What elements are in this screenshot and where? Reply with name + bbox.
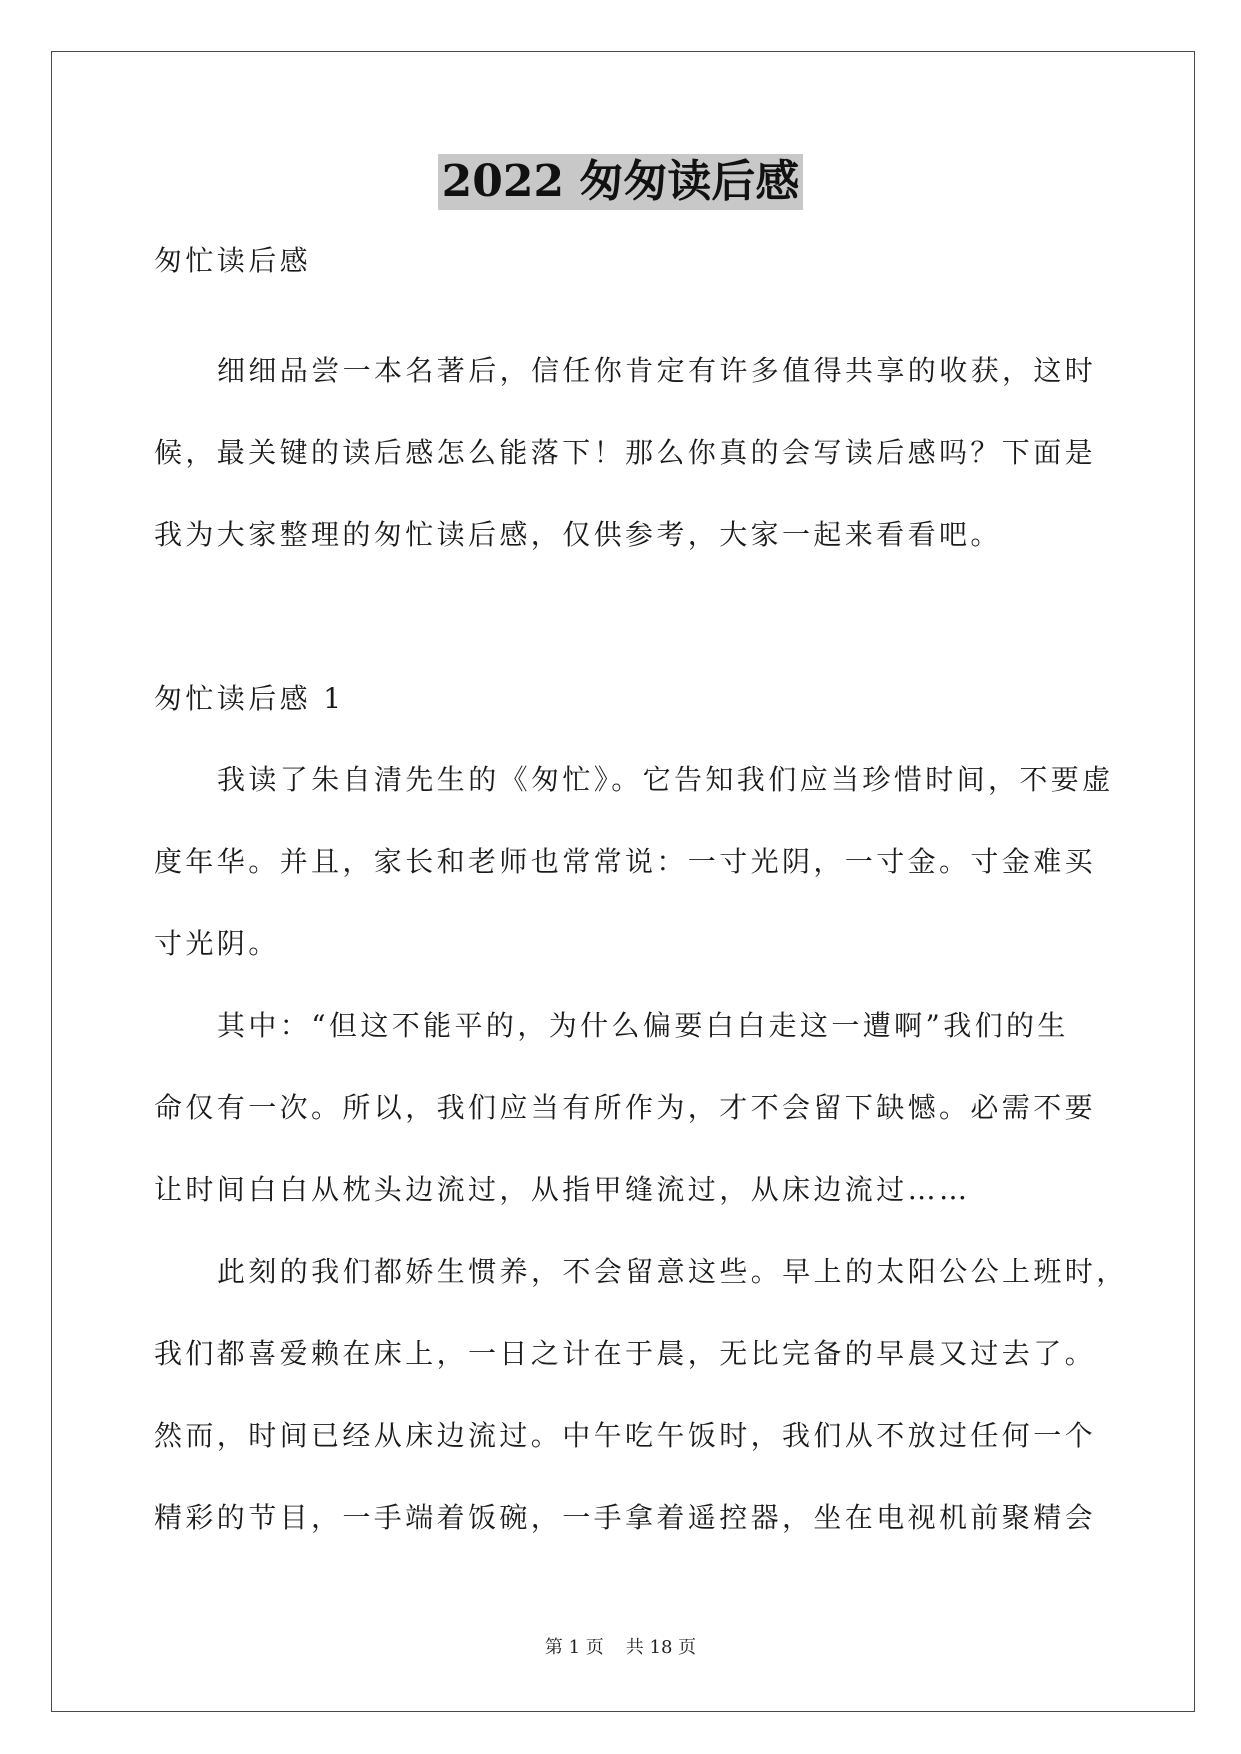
page-total: 共 18 页 [625,1637,697,1658]
page-footer [0,1634,1241,1662]
paragraph-line: 然而，时间已经从床边流过。中午吃午饭时，我们从不放过任何一个 [154,1419,1097,1452]
paragraph [154,985,1134,1231]
document-title: 2022 匆匆读后感 [438,154,804,210]
paragraph [154,739,1134,985]
intro-line: 候，最关键的读后感怎么能落下！那么你真的会写读后感吗？下面是 [154,436,1097,469]
document-subtitle [154,220,1134,302]
subtitle-text: 匆忙读后感 [154,244,312,277]
paragraph-line: 命仅有一次。所以，我们应当有所作为，才不会留下缺憾。必需不要 [154,1091,1097,1124]
paragraph-line: 此刻的我们都娇生惯养，不会留意这些。早上的太阳公公上班时， [217,1255,1128,1288]
body-text [154,739,1134,1559]
section-heading-text: 匆忙读后感 1 [154,682,345,715]
paragraph-line: 让时间白白从枕头边流过，从指甲缝流过，从床边流过…… [154,1173,971,1206]
page-number: 第 1 页 [544,1637,604,1658]
intro-paragraph [154,330,1134,576]
intro-line: 细细品尝一本名著后，信任你肯定有许多值得共享的收获，这时 [217,354,1097,387]
title-container [0,154,1241,210]
paragraph-line: 精彩的节目，一手端着饭碗，一手拿着遥控器，坐在电视机前聚精会 [154,1501,1097,1534]
paragraph-line: 我们都喜爱赖在床上，一日之计在于晨，无比完备的早晨又过去了。 [154,1337,1097,1370]
paragraph-line: 我读了朱自清先生的《匆忙》。它告知我们应当珍惜时间，不要虚 [217,763,1114,796]
paragraph-line: 度年华。并且，家长和老师也常常说：一寸光阴，一寸金。寸金难买 [154,845,1097,878]
paragraph-line: 其中：“但这不能平的，为什么偏要白白走这一遭啊”我们的生 [217,1009,1069,1042]
intro-line: 我为大家整理的匆忙读后感，仅供参考，大家一起来看看吧。 [154,518,1002,551]
paragraph [154,1231,1134,1559]
section-heading [154,658,1134,740]
paragraph-line: 寸光阴。 [154,927,280,960]
